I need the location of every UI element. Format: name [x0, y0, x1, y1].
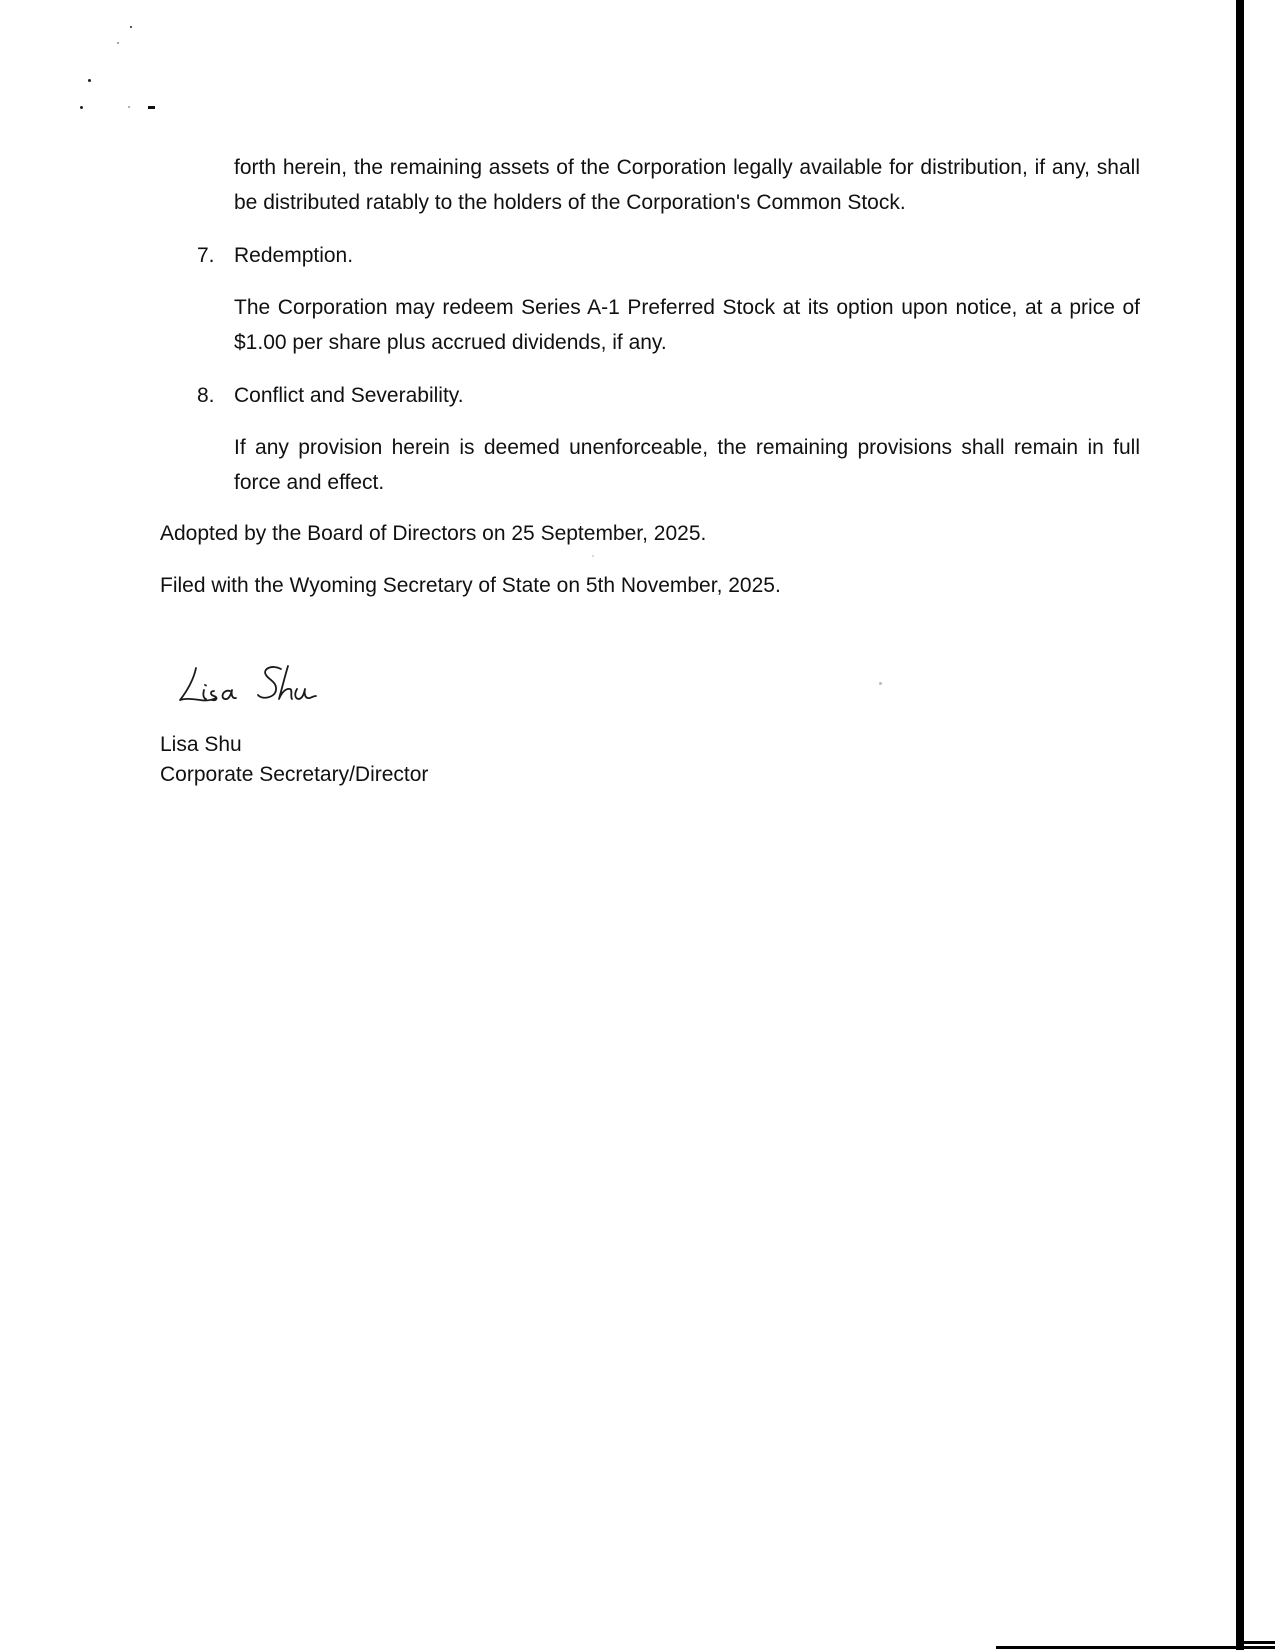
- scan-border-bottom-right: [1244, 1641, 1275, 1644]
- handwritten-signature: [176, 660, 336, 710]
- signatory-title: Corporate Secretary/Director: [160, 763, 429, 786]
- continuation-paragraph: forth herein, the remaining assets of the Corporation legally available for distribution, if any, shall be distributed ratably to the holders of the Corporation's Common Stock.: [234, 156, 1140, 214]
- section-7-number: 7.: [197, 244, 215, 267]
- scan-speck: [592, 555, 594, 557]
- scan-speck: [88, 79, 91, 82]
- scan-speck: [80, 106, 83, 109]
- filing-statement: Filed with the Wyoming Secretary of State on 5th November, 2025.: [160, 574, 781, 597]
- section-8-heading: Conflict and Severability.: [234, 384, 464, 407]
- scan-speck: [879, 682, 882, 685]
- section-8-number: 8.: [197, 384, 215, 407]
- section-7-heading: Redemption.: [234, 244, 354, 267]
- scan-speck: [130, 26, 132, 28]
- scan-speck: [128, 106, 130, 108]
- scan-border-bottom: [996, 1646, 1275, 1649]
- scan-speck: [148, 106, 155, 109]
- adoption-statement: Adopted by the Board of Directors on 25 September, 2025.: [160, 522, 707, 545]
- scan-speck: [117, 42, 119, 44]
- scan-border-right: [1236, 0, 1244, 1650]
- section-7-body: The Corporation may redeem Series A-1 Preferred Stock at its option upon notice, at a price of $1.00 per share plus accrued dividends, if any.: [234, 296, 1140, 354]
- section-8-body: If any provision herein is deemed unenforceable, the remaining provisions shall remain in full force and effect.: [234, 436, 1140, 494]
- signatory-name: Lisa Shu: [160, 733, 242, 756]
